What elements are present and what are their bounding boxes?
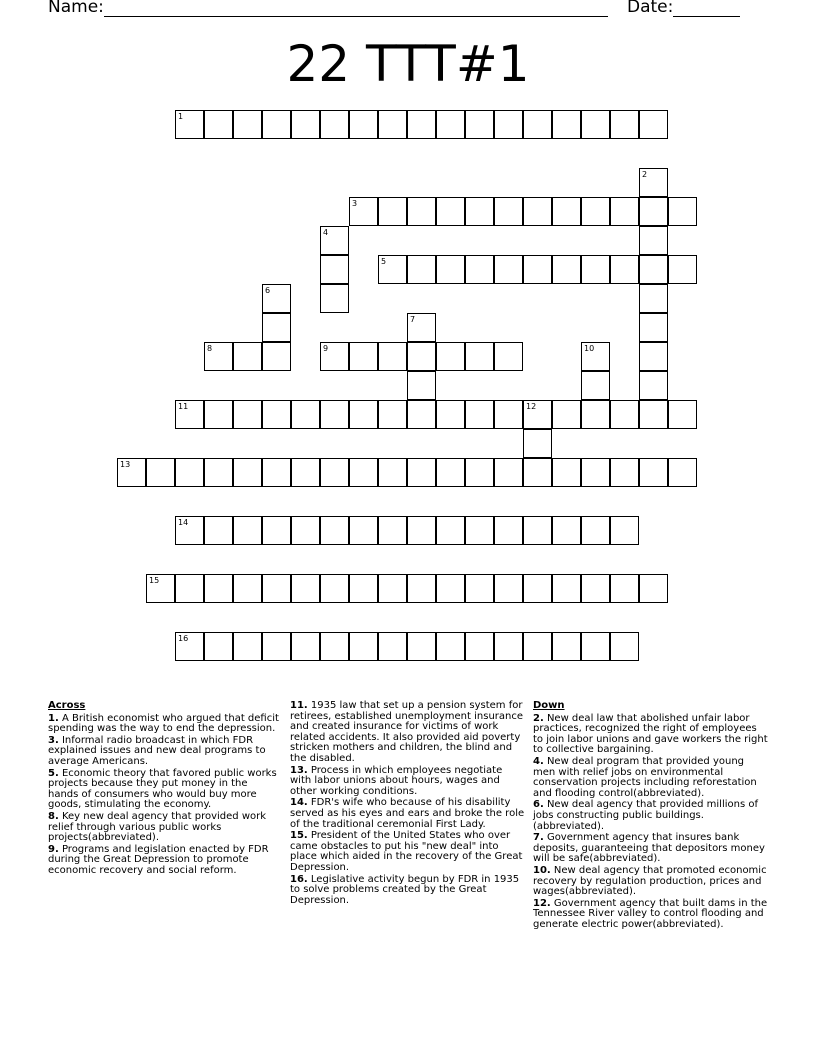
- grid-cell[interactable]: [581, 342, 610, 371]
- grid-cell[interactable]: [407, 516, 436, 545]
- clue-num: 12.: [533, 897, 551, 909]
- down-clue: [533, 800, 769, 832]
- grid-cell[interactable]: [436, 342, 465, 371]
- grid-cell[interactable]: [378, 632, 407, 661]
- clue-num: 4.: [533, 755, 544, 767]
- date-label: Date:: [627, 0, 674, 17]
- grid-cell[interactable]: [494, 516, 523, 545]
- clue-num: 8.: [48, 810, 59, 822]
- grid-cell[interactable]: [523, 400, 552, 429]
- grid-cell[interactable]: [436, 516, 465, 545]
- clue-text: New deal program that provided young men with relief jobs on environmental conservation projects including reforestation and flooding control(abbreviated).: [533, 755, 757, 799]
- grid-cell[interactable]: [291, 400, 320, 429]
- grid-cell[interactable]: [581, 574, 610, 603]
- grid-cell[interactable]: [610, 516, 639, 545]
- grid-cell[interactable]: [262, 284, 291, 313]
- grid-cell[interactable]: [523, 458, 552, 487]
- clue-text: New deal agency that promoted economic recovery by regulation production, prices and wages(abbreviated).: [533, 864, 767, 898]
- grid-cell[interactable]: [233, 632, 262, 661]
- grid-cell[interactable]: [523, 429, 552, 458]
- grid-cell[interactable]: [581, 458, 610, 487]
- grid-cell[interactable]: [320, 255, 349, 284]
- grid-cell[interactable]: [436, 197, 465, 226]
- grid-cell[interactable]: [175, 458, 204, 487]
- grid-cell[interactable]: [204, 400, 233, 429]
- grid-cell[interactable]: [407, 110, 436, 139]
- grid-cell[interactable]: [378, 110, 407, 139]
- grid-cell[interactable]: [523, 255, 552, 284]
- grid-cell[interactable]: [523, 197, 552, 226]
- clue-text: Government agency that insures bank deposits, guaranteeing that depositors money will be safe(abbreviated).: [533, 832, 765, 865]
- grid-cell[interactable]: [407, 632, 436, 661]
- grid-cell[interactable]: [320, 400, 349, 429]
- grid-cell[interactable]: [349, 632, 378, 661]
- grid-cell[interactable]: [407, 458, 436, 487]
- grid-cell[interactable]: [639, 255, 668, 284]
- grid-cell[interactable]: [465, 574, 494, 603]
- grid-cell[interactable]: [407, 255, 436, 284]
- grid-cell[interactable]: [349, 458, 378, 487]
- grid-cell[interactable]: [262, 516, 291, 545]
- clue-number: 4: [323, 228, 329, 237]
- grid-cell[interactable]: [552, 400, 581, 429]
- grid-cell[interactable]: [610, 632, 639, 661]
- grid-cell[interactable]: [639, 197, 668, 226]
- grid-cell[interactable]: [639, 342, 668, 371]
- grid-cell[interactable]: [146, 458, 175, 487]
- clue-number: 1: [178, 112, 184, 121]
- grid-cell[interactable]: [436, 255, 465, 284]
- across-clue: [290, 798, 526, 830]
- clue-text: Government agency that built dams in the Tennessee River valley to control flooding and generate electric power(abbreviated).: [533, 897, 768, 930]
- grid-cell[interactable]: [349, 110, 378, 139]
- grid-cell[interactable]: [407, 342, 436, 371]
- across-clue: [48, 736, 280, 768]
- across-clue: [48, 812, 280, 844]
- clue-number: 15: [149, 576, 160, 585]
- clue-num: 1.: [48, 712, 59, 724]
- grid-cell[interactable]: [552, 632, 581, 661]
- grid-cell[interactable]: [233, 110, 262, 139]
- grid-cell[interactable]: [407, 313, 436, 342]
- grid-cell[interactable]: [523, 574, 552, 603]
- clue-number: 13: [120, 460, 131, 469]
- grid-cell[interactable]: [378, 255, 407, 284]
- grid-cell[interactable]: [349, 197, 378, 226]
- grid-cell[interactable]: [262, 400, 291, 429]
- down-clue: [533, 757, 769, 799]
- grid-cell[interactable]: [320, 342, 349, 371]
- grid-cell[interactable]: [639, 226, 668, 255]
- grid-cell[interactable]: [146, 574, 175, 603]
- clue-num: 16.: [290, 873, 308, 885]
- grid-cell[interactable]: [378, 342, 407, 371]
- clue-text: Legislative activity begun by FDR in 1935 to solve problems created by the Great Depression.: [290, 873, 520, 906]
- grid-cell[interactable]: [233, 342, 262, 371]
- grid-cell[interactable]: [552, 574, 581, 603]
- grid-cell[interactable]: [349, 516, 378, 545]
- clue-num: 11.: [290, 700, 308, 711]
- grid-cell[interactable]: [378, 516, 407, 545]
- grid-cell[interactable]: [465, 110, 494, 139]
- clue-text: New deal agency that provided millions of jobs constructing public buildings.(abbreviated).: [533, 799, 758, 832]
- clue-number: 7: [410, 315, 416, 324]
- grid-cell[interactable]: [262, 313, 291, 342]
- clue-num: 6.: [533, 799, 544, 811]
- page-title: 22 TTT#1: [286, 35, 530, 93]
- across-clue: [290, 831, 526, 873]
- grid-cell[interactable]: [320, 516, 349, 545]
- grid-cell[interactable]: [204, 632, 233, 661]
- grid-cell[interactable]: [262, 632, 291, 661]
- grid-cell[interactable]: [262, 458, 291, 487]
- down-clue: [533, 899, 769, 931]
- grid-cell[interactable]: [494, 197, 523, 226]
- clue-num: 14.: [290, 797, 308, 809]
- grid-cell[interactable]: [465, 197, 494, 226]
- grid-cell[interactable]: [349, 400, 378, 429]
- grid-cell[interactable]: [552, 255, 581, 284]
- grid-cell[interactable]: [610, 458, 639, 487]
- grid-cell[interactable]: [610, 255, 639, 284]
- grid-cell[interactable]: [407, 400, 436, 429]
- clue-number: 3: [352, 199, 358, 208]
- name-label: Name:: [48, 0, 104, 17]
- clue-text: New deal law that abolished unfair labor practices, recognized the right of employees to join labor unions and gave workers the right to collective bargaining.: [533, 712, 768, 756]
- clue-text: 1935 law that set up a pension system for retirees, established unemployment insurance and created insurance for victims of work related accidents. It also provided aid poverty stricken mothers and children, the blind and the disabled.: [290, 700, 524, 764]
- grid-cell[interactable]: [465, 458, 494, 487]
- grid-cell[interactable]: [523, 110, 552, 139]
- grid-cell[interactable]: [204, 574, 233, 603]
- grid-cell[interactable]: [204, 110, 233, 139]
- grid-cell[interactable]: [465, 632, 494, 661]
- clue-num: 9.: [48, 843, 59, 855]
- grid-cell[interactable]: [610, 400, 639, 429]
- grid-cell[interactable]: [262, 342, 291, 371]
- grid-cell[interactable]: [639, 458, 668, 487]
- clue-column-3: [533, 701, 769, 931]
- clue-num: 5.: [48, 767, 59, 779]
- grid-cell[interactable]: [117, 458, 146, 487]
- down-clue: [533, 714, 769, 756]
- clue-number: 14: [178, 518, 189, 527]
- clue-text: Economic theory that favored public works projects because they put money in the hands of consumers who would buy more goods, stimulating the economy.: [48, 767, 277, 811]
- grid-cell[interactable]: [175, 516, 204, 545]
- down-clue: [533, 833, 769, 865]
- grid-cell[interactable]: [262, 574, 291, 603]
- grid-cell[interactable]: [378, 400, 407, 429]
- clue-column-1: [48, 701, 280, 878]
- grid-cell[interactable]: [668, 400, 697, 429]
- grid-cell[interactable]: [610, 110, 639, 139]
- grid-cell[interactable]: [581, 516, 610, 545]
- grid-cell[interactable]: [581, 400, 610, 429]
- grid-cell[interactable]: [494, 342, 523, 371]
- grid-cell[interactable]: [436, 110, 465, 139]
- grid-cell[interactable]: [494, 458, 523, 487]
- across-clue: [48, 769, 280, 811]
- grid-cell[interactable]: [581, 197, 610, 226]
- grid-cell[interactable]: [436, 458, 465, 487]
- grid-cell[interactable]: [320, 632, 349, 661]
- clue-text: Informal radio broadcast in which FDR explained issues and new deal programs to average Americans.: [48, 734, 266, 767]
- grid-cell[interactable]: [291, 632, 320, 661]
- grid-cell[interactable]: [233, 574, 262, 603]
- across-clue: [290, 766, 526, 798]
- grid-cell[interactable]: [668, 458, 697, 487]
- grid-cell[interactable]: [639, 400, 668, 429]
- clue-text: FDR's wife who because of his disability served as his eyes and ears and broke the role of the traditional ceremonial First Lady.: [290, 797, 525, 830]
- across-heading: Across: [48, 700, 86, 711]
- grid-cell[interactable]: [320, 110, 349, 139]
- grid-cell[interactable]: [204, 342, 233, 371]
- grid-cell[interactable]: [320, 458, 349, 487]
- grid-cell[interactable]: [320, 284, 349, 313]
- grid-cell[interactable]: [233, 516, 262, 545]
- grid-cell[interactable]: [639, 284, 668, 313]
- grid-cell[interactable]: [668, 255, 697, 284]
- grid-cell[interactable]: [494, 255, 523, 284]
- clue-text: A British economist who argued that deficit spending was the way to end the depression.: [48, 712, 279, 735]
- grid-cell[interactable]: [581, 255, 610, 284]
- clue-number: 10: [584, 344, 595, 353]
- clue-num: 2.: [533, 712, 544, 724]
- grid-cell[interactable]: [494, 574, 523, 603]
- clue-number: 12: [526, 402, 537, 411]
- grid-cell[interactable]: [465, 516, 494, 545]
- clue-num: 3.: [48, 734, 59, 746]
- grid-cell[interactable]: [552, 197, 581, 226]
- grid-cell[interactable]: [639, 574, 668, 603]
- grid-cell[interactable]: [668, 197, 697, 226]
- grid-cell[interactable]: [610, 197, 639, 226]
- grid-cell[interactable]: [581, 371, 610, 400]
- across-clue: [290, 701, 526, 765]
- grid-cell[interactable]: [320, 226, 349, 255]
- grid-cell[interactable]: [581, 110, 610, 139]
- grid-cell[interactable]: [465, 342, 494, 371]
- grid-cell[interactable]: [291, 110, 320, 139]
- across-clue: [48, 714, 280, 735]
- grid-cell[interactable]: [494, 400, 523, 429]
- clue-number: 8: [207, 344, 213, 353]
- grid-cell[interactable]: [407, 574, 436, 603]
- grid-cell[interactable]: [610, 574, 639, 603]
- grid-cell[interactable]: [175, 574, 204, 603]
- grid-cell[interactable]: [639, 371, 668, 400]
- grid-cell[interactable]: [378, 197, 407, 226]
- clue-text: President of the United States who over came obstacles to put his "new deal" into place which aided in the recovery of the Great Depression.: [290, 830, 523, 873]
- across-clue: [48, 845, 280, 877]
- grid-cell[interactable]: [175, 632, 204, 661]
- grid-cell[interactable]: [465, 400, 494, 429]
- clue-number: 5: [381, 257, 387, 266]
- grid-cell[interactable]: [320, 574, 349, 603]
- clue-number: 9: [323, 344, 329, 353]
- grid-cell[interactable]: [523, 516, 552, 545]
- down-clue: [533, 866, 769, 898]
- down-heading: Down: [533, 700, 565, 711]
- grid-cell[interactable]: [552, 516, 581, 545]
- grid-cell[interactable]: [494, 110, 523, 139]
- clue-text: Programs and legislation enacted by FDR during the Great Depression to promote economic recovery and social reform.: [48, 843, 269, 876]
- grid-cell[interactable]: [552, 458, 581, 487]
- grid-cell[interactable]: [349, 342, 378, 371]
- grid-cell[interactable]: [436, 574, 465, 603]
- clue-num: 7.: [533, 832, 544, 844]
- grid-cell[interactable]: [233, 400, 262, 429]
- grid-cell[interactable]: [639, 313, 668, 342]
- clue-number: 6: [265, 286, 271, 295]
- grid-cell[interactable]: [233, 458, 262, 487]
- clue-text: Process in which employees negotiate with labor unions about hours, wages and other working conditions.: [290, 764, 503, 797]
- grid-cell[interactable]: [436, 632, 465, 661]
- across-clue: [290, 875, 526, 907]
- clue-number: 16: [178, 634, 189, 643]
- grid-cell[interactable]: [291, 516, 320, 545]
- grid-cell[interactable]: [523, 632, 552, 661]
- grid-cell[interactable]: [204, 458, 233, 487]
- grid-cell[interactable]: [436, 400, 465, 429]
- grid-cell[interactable]: [639, 110, 668, 139]
- grid-cell[interactable]: [291, 574, 320, 603]
- grid-cell[interactable]: [204, 516, 233, 545]
- grid-cell[interactable]: [465, 255, 494, 284]
- clue-num: 15.: [290, 830, 308, 842]
- grid-cell[interactable]: [407, 197, 436, 226]
- grid-cell[interactable]: [349, 574, 378, 603]
- clue-number: 11: [178, 402, 189, 411]
- grid-cell[interactable]: [378, 574, 407, 603]
- grid-cell[interactable]: [494, 632, 523, 661]
- grid-cell[interactable]: [378, 458, 407, 487]
- clue-num: 10.: [533, 864, 551, 876]
- grid-cell[interactable]: [175, 110, 204, 139]
- clue-text: Key new deal agency that provided work relief through various public works projects(abbreviated).: [48, 810, 267, 844]
- clue-number: 2: [642, 170, 648, 179]
- grid-cell[interactable]: [639, 168, 668, 197]
- grid-cell[interactable]: [291, 458, 320, 487]
- clue-num: 13.: [290, 764, 308, 776]
- grid-cell[interactable]: [407, 371, 436, 400]
- clue-column-2: [290, 701, 526, 907]
- grid-cell[interactable]: [581, 632, 610, 661]
- grid-cell[interactable]: [552, 110, 581, 139]
- grid-cell[interactable]: [262, 110, 291, 139]
- grid-cell[interactable]: [175, 400, 204, 429]
